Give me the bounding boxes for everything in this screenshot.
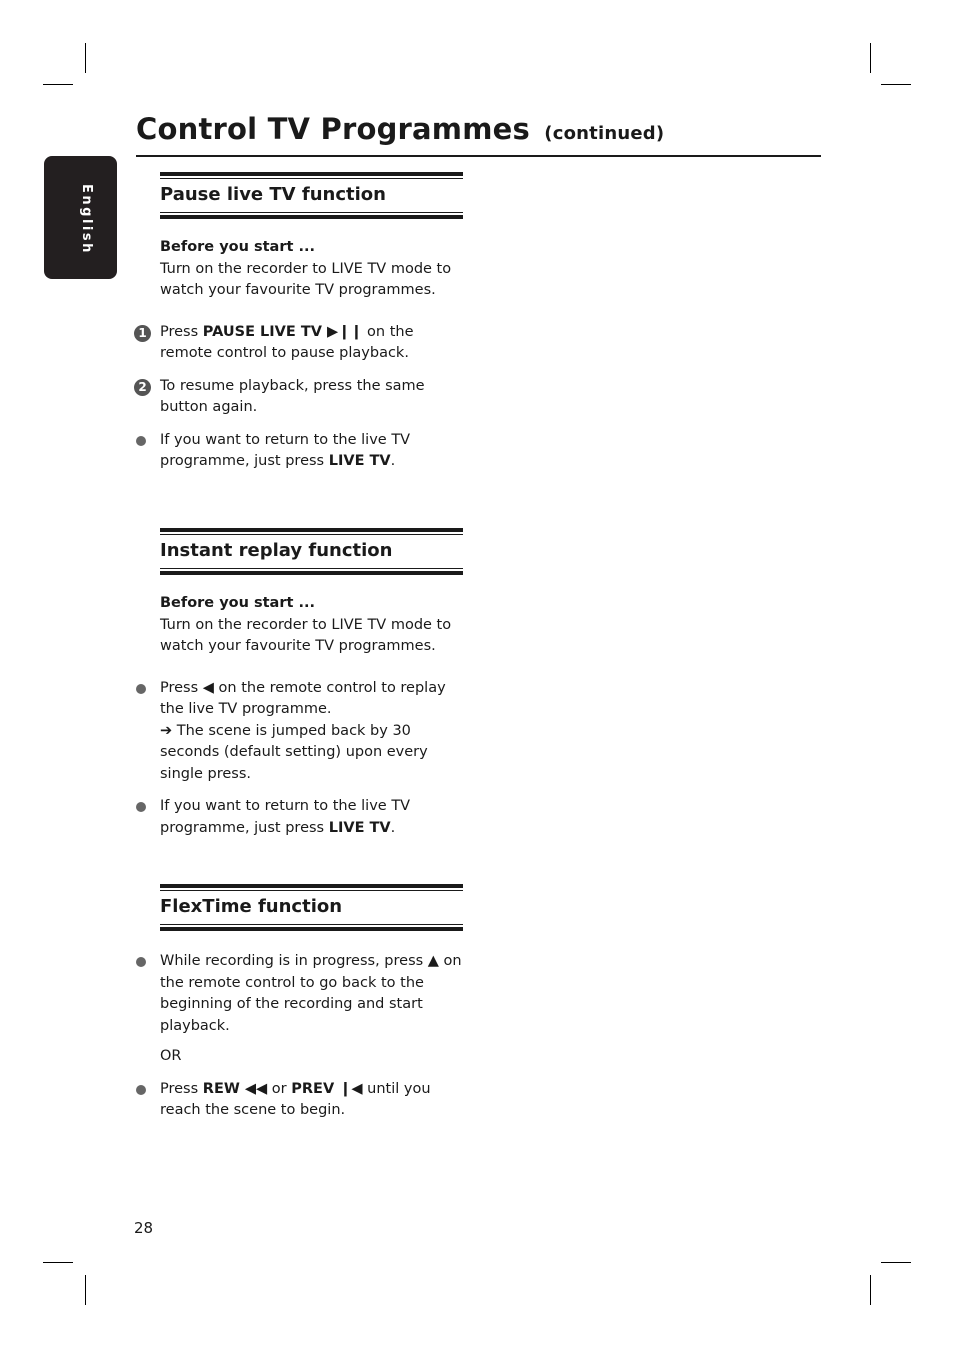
step-item (138, 376, 463, 419)
crop-mark (870, 43, 871, 73)
section-instant-replay (160, 528, 463, 839)
bullet-text: Press ◀ on the remote control to replay the live TV programme. (160, 679, 446, 717)
crop-mark (43, 1262, 73, 1263)
section-header (160, 172, 463, 219)
step-text: To resume playback, press the same button again. (160, 377, 425, 415)
title-divider (136, 155, 821, 157)
page-title-text: Control TV Programmes (136, 112, 530, 146)
bullet-text: . (390, 819, 396, 836)
step-number-badge: 1 (134, 325, 151, 342)
crop-mark (881, 84, 911, 85)
bullet-key-label: PREV ❙◀ (291, 1080, 363, 1097)
section-header (160, 884, 463, 931)
section-heading: FlexTime function (160, 896, 343, 917)
crop-mark (85, 1275, 86, 1305)
bullet-item (160, 796, 463, 839)
bullet-item (160, 951, 463, 1037)
language-tab (44, 156, 117, 279)
before-title: Before you start ... (160, 239, 315, 255)
bullet-item (160, 678, 463, 786)
result-text: ➔ The scene is jumped back by 30 seconds (default setting) upon every single press. (160, 722, 428, 782)
bullet-text: If you want to return to the live TV programme, just press (160, 798, 411, 836)
step-key-label: PAUSE LIVE TV ▶❙❙ (202, 323, 363, 340)
bullet-item (160, 1079, 463, 1122)
bullet-text: . (390, 453, 396, 469)
crop-mark (85, 43, 86, 73)
section-heading: Pause live TV function (160, 184, 386, 205)
step-text: on the remote control to pause playback. (160, 323, 414, 361)
before-you-start (160, 593, 463, 658)
before-you-start (160, 237, 463, 302)
section-flextime (160, 884, 463, 1122)
before-title: Before you start ... (160, 595, 315, 611)
step-number-badge: 2 (134, 379, 151, 396)
step-text: Press (160, 323, 203, 340)
crop-mark (881, 1262, 911, 1263)
bullet-text: until you reach the scene to begin. (160, 1080, 431, 1118)
bullet-icon (136, 436, 146, 446)
bullet-icon (136, 684, 146, 694)
section-header (160, 528, 463, 575)
crop-mark (43, 84, 73, 85)
language-tab-label: English (79, 184, 94, 255)
bullet-item (160, 430, 463, 473)
bullet-icon (136, 957, 146, 967)
bullet-key-label: LIVE TV (328, 453, 391, 469)
bullet-text: or (267, 1080, 292, 1097)
page-number: 28 (134, 1219, 154, 1237)
or-separator: OR (160, 1048, 182, 1064)
section-heading: Instant replay function (160, 540, 393, 561)
bullet-text: Press (160, 1080, 203, 1097)
bullet-key-label: LIVE TV (328, 819, 391, 836)
bullet-text: If you want to return to the live TV programme, just press (160, 431, 411, 469)
page-title (136, 112, 664, 146)
before-text: Turn on the recorder to LIVE TV mode to watch your favourite TV programmes. (160, 616, 452, 654)
before-text: Turn on the recorder to LIVE TV mode to watch your favourite TV programmes. (160, 260, 452, 298)
bullet-icon (136, 1085, 146, 1095)
bullet-key-label: REW ◀◀ (202, 1080, 268, 1097)
bullet-icon (136, 802, 146, 812)
section-pause-live-tv (138, 172, 463, 473)
page-title-continued: (continued) (544, 123, 665, 144)
crop-mark (870, 1275, 871, 1305)
bullet-text: While recording is in progress, press ▲ on the remote control to go back to the beginning of the recording and start playback. (160, 953, 462, 1034)
step-item (138, 322, 463, 365)
